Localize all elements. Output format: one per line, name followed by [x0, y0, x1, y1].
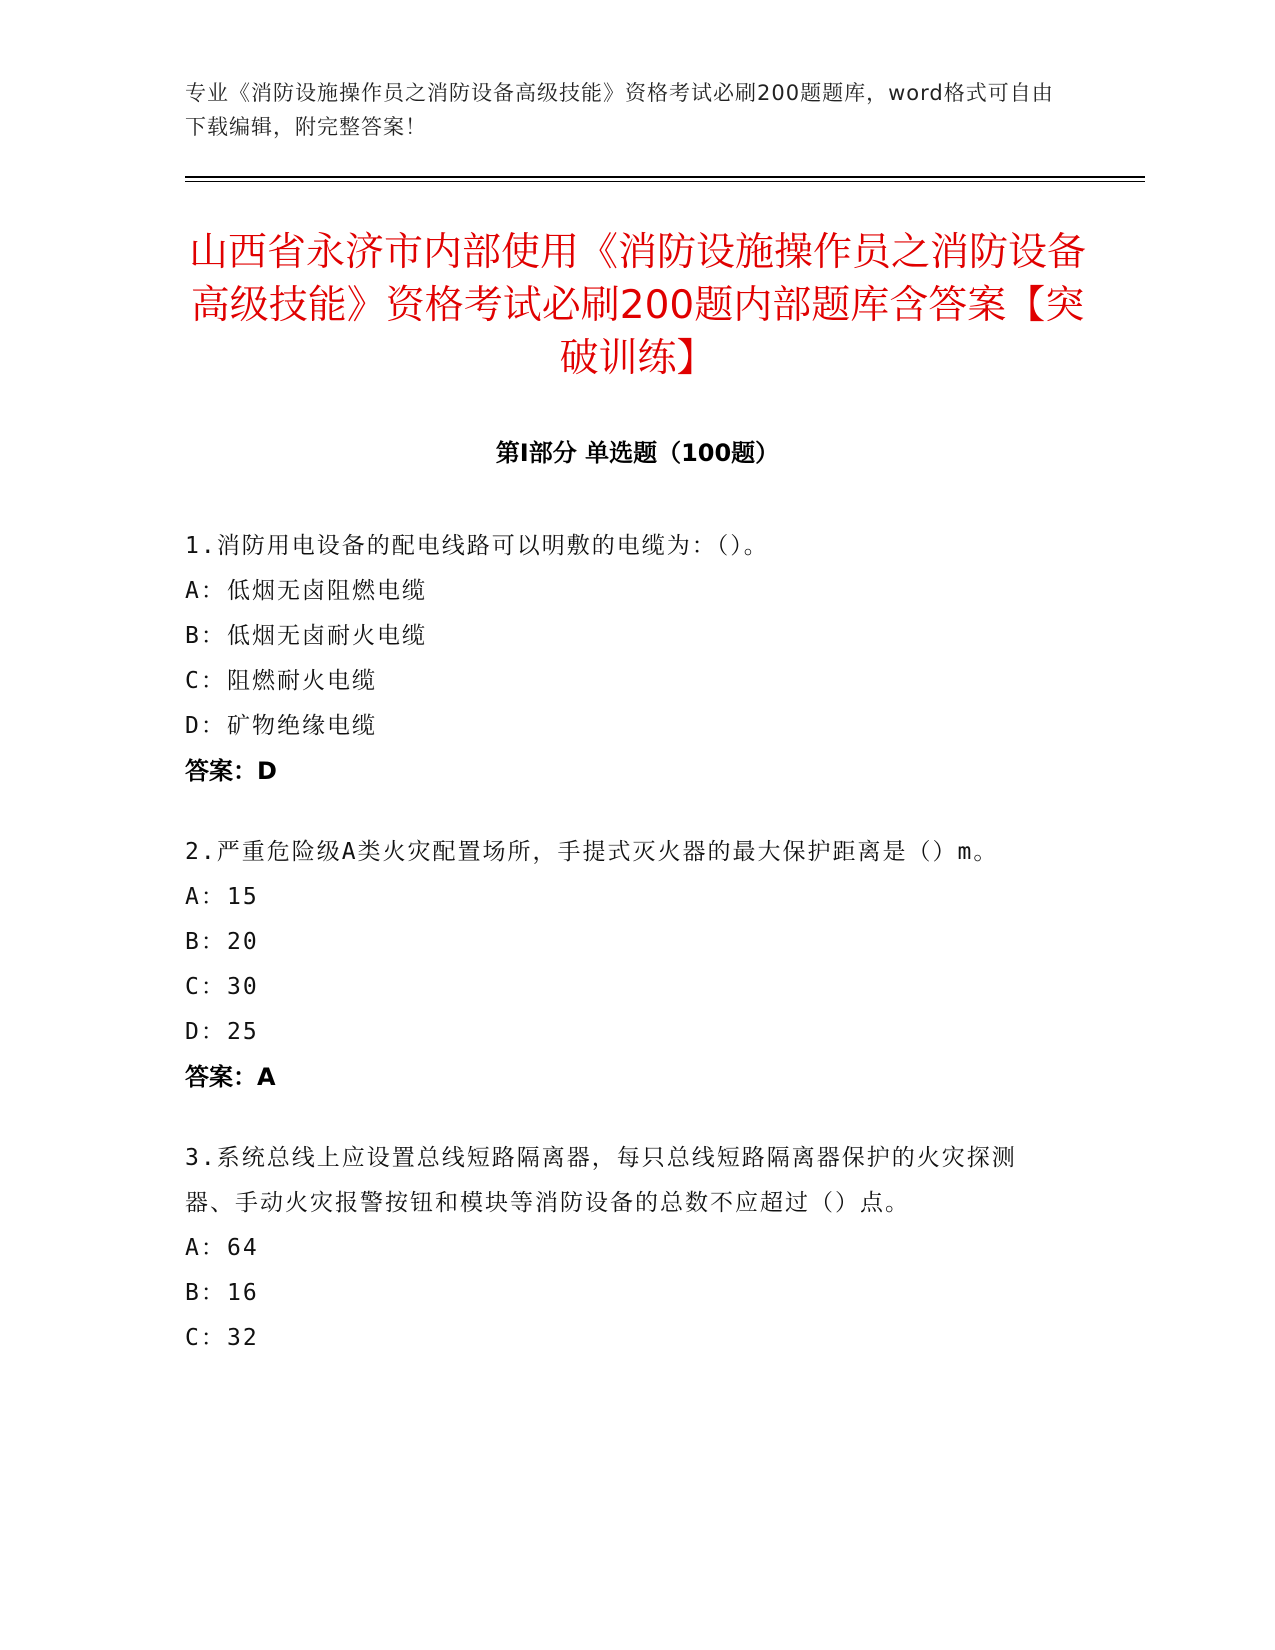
option-text: 阻燃耐火电缆 — [227, 668, 377, 694]
option-c — [185, 1316, 1065, 1361]
header-rule-thin — [185, 181, 1145, 182]
option-d — [185, 1010, 1065, 1055]
option-a — [185, 569, 1065, 614]
answer-value: A — [257, 1063, 276, 1091]
question-stem: 3.系统总线上应设置总线短路隔离器，每只总线短路隔离器保护的火灾探测器、手动火灾报警按钮和模块等消防设备的总数不应超过（）点。 — [185, 1145, 1017, 1216]
answer-value: D — [257, 757, 277, 785]
option-a — [185, 1226, 1065, 1271]
question-1 — [185, 524, 1065, 794]
option-text: 矿物绝缘电缆 — [227, 713, 377, 739]
section-title: 第Ⅰ部分 单选题（100题） — [495, 439, 780, 467]
option-c — [185, 659, 1065, 704]
option-d — [185, 704, 1065, 749]
answer-prefix: 答案： — [185, 757, 257, 785]
option-key: A： — [185, 884, 226, 910]
option-key: C： — [185, 1325, 226, 1351]
option-key: C： — [185, 974, 226, 1000]
option-a — [185, 875, 1065, 920]
question-list — [185, 524, 1065, 1397]
header-rule-thick — [185, 176, 1145, 178]
question-stem: 2.严重危险级A类火灾配置场所，手提式灭火器的最大保护距离是（）m。 — [185, 839, 999, 865]
option-b — [185, 920, 1065, 965]
question-3 — [185, 1136, 1065, 1361]
option-c — [185, 965, 1065, 1010]
option-key: A： — [185, 1235, 226, 1261]
option-b — [185, 1271, 1065, 1316]
option-text: 32 — [227, 1325, 259, 1351]
document-title: 山西省永济市内部使用《消防设施操作员之消防设备高级技能》资格考试必刷200题内部题库含答案【突破训练】 — [188, 230, 1086, 381]
answer-line — [185, 749, 1065, 794]
option-text: 低烟无卤阻燃电缆 — [227, 578, 427, 604]
option-key: B： — [185, 1280, 226, 1306]
option-key: B： — [185, 623, 226, 649]
answer-prefix: 答案： — [185, 1063, 257, 1091]
option-b — [185, 614, 1065, 659]
option-text: 16 — [227, 1280, 259, 1306]
option-key: D： — [185, 1019, 226, 1045]
question-2 — [185, 830, 1065, 1100]
option-text: 15 — [227, 884, 259, 910]
option-text: 30 — [227, 974, 259, 1000]
option-text: 低烟无卤耐火电缆 — [227, 623, 427, 649]
option-text: 25 — [227, 1019, 259, 1045]
option-text: 20 — [227, 929, 259, 955]
option-key: D： — [185, 713, 226, 739]
option-key: B： — [185, 929, 226, 955]
option-text: 64 — [227, 1235, 259, 1261]
header-note: 专业《消防设施操作员之消防设备高级技能》资格考试必刷200题题库，word格式可自由下载编辑，附完整答案！ — [185, 81, 1054, 139]
option-key: C： — [185, 668, 226, 694]
option-key: A： — [185, 578, 226, 604]
question-stem: 1.消防用电设备的配电线路可以明敷的电缆为：（）。 — [185, 533, 769, 559]
answer-line — [185, 1055, 1065, 1100]
